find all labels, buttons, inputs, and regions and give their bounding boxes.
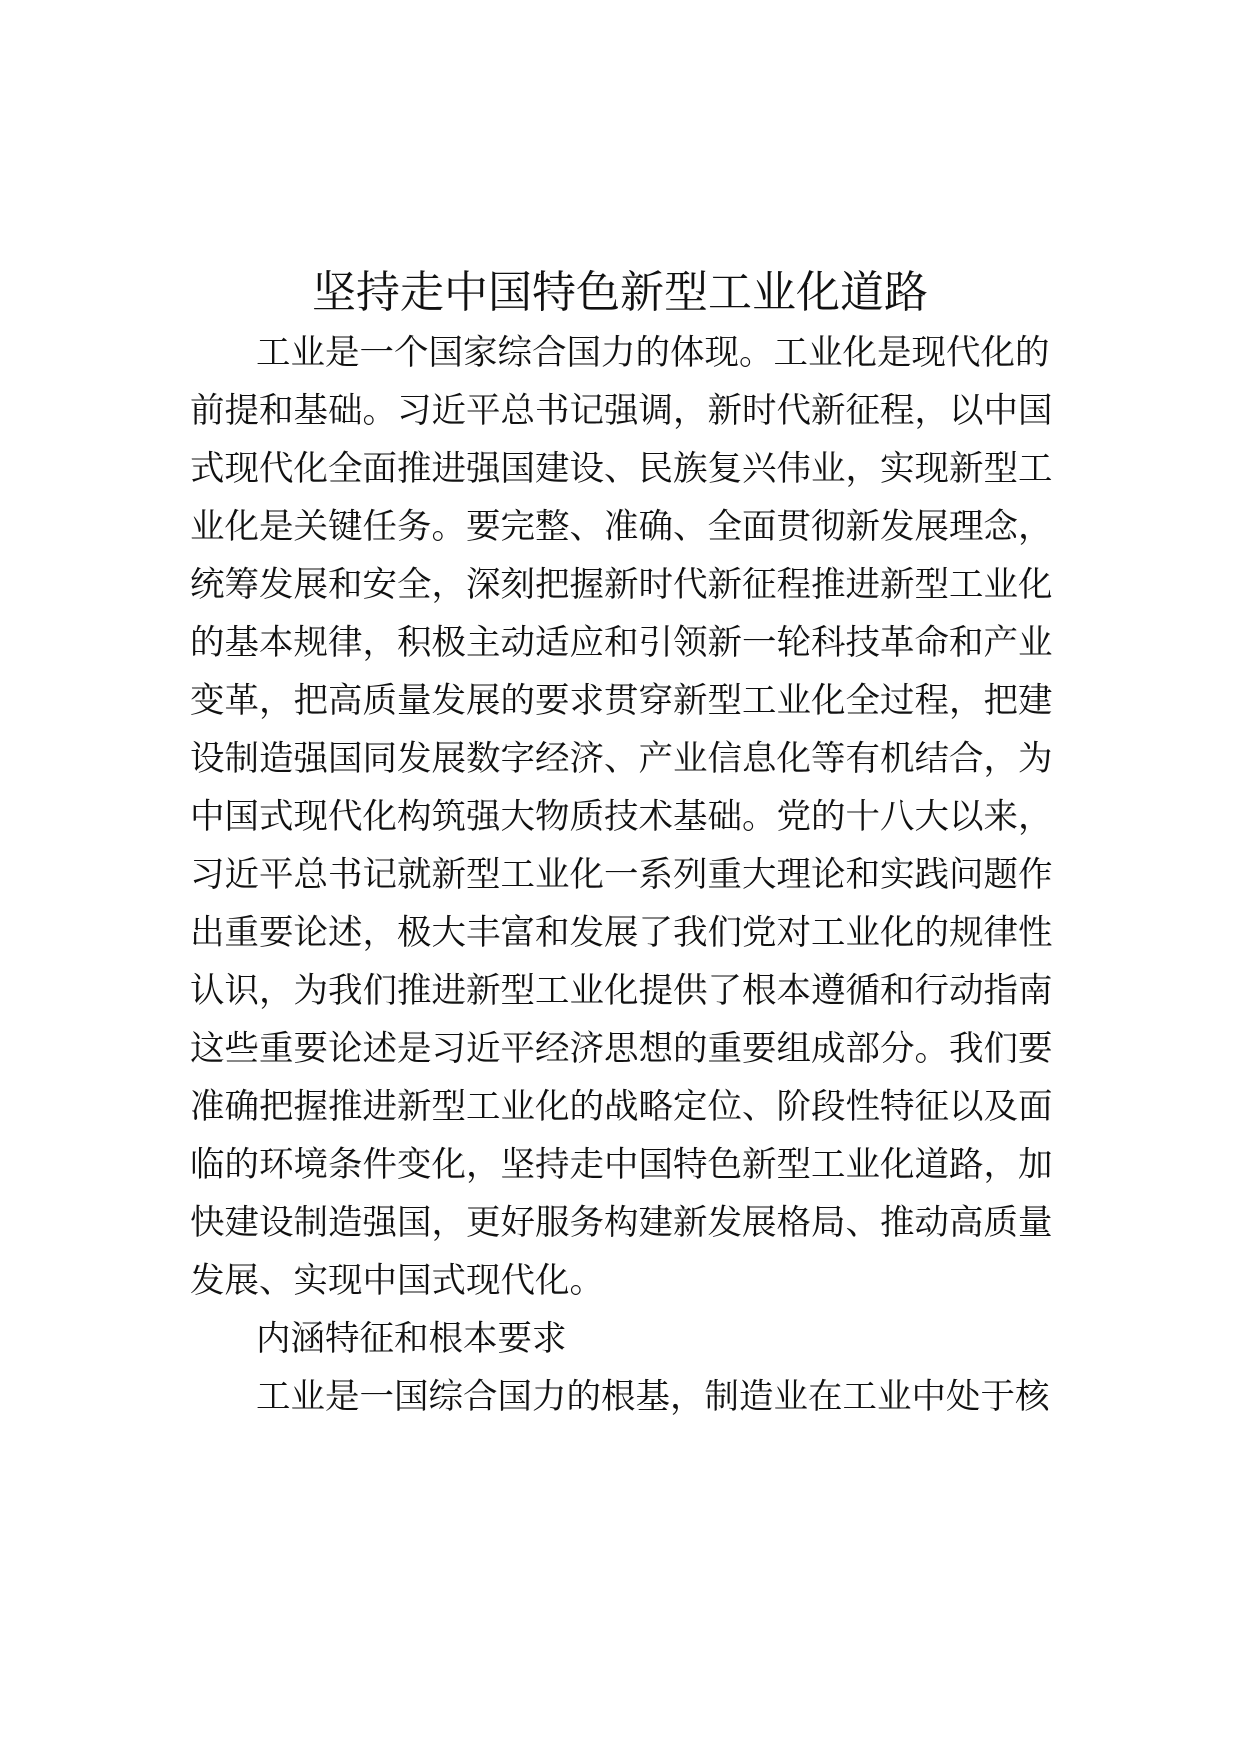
paragraph-line: 这些重要论述是习近平经济思想的重要组成部分。我们要 <box>190 1029 1053 1069</box>
paragraph-line: 工业是一国综合国力的根基，制造业在工业中处于核 <box>256 1377 1050 1417</box>
paragraph-line: 中国式现代化构筑强大物质技术基础。党的十八大以来， <box>190 797 1053 837</box>
section-heading: 内涵特征和根本要求 <box>256 1319 567 1359</box>
paragraph-line: 工业是一个国家综合国力的体现。工业化是现代化的 <box>256 333 1050 373</box>
paragraph-line: 认识，为我们推进新型工业化提供了根本遵循和行动指南 <box>190 971 1053 1011</box>
paragraph-line: 的基本规律，积极主动适应和引领新一轮科技革命和产业 <box>190 623 1053 663</box>
paragraph-line: 变革，把高质量发展的要求贯穿新型工业化全过程，把建 <box>190 681 1053 721</box>
paragraph-line: 式现代化全面推进强国建设、民族复兴伟业，实现新型工 <box>190 449 1053 489</box>
paragraph-line: 快建设制造强国，更好服务构建新发展格局、推动高质量 <box>190 1203 1053 1243</box>
paragraph-line: 设制造强国同发展数字经济、产业信息化等有机结合，为 <box>190 739 1053 779</box>
document-title: 坚持走中国特色新型工业化道路 <box>312 267 928 319</box>
paragraph-line: 出重要论述，极大丰富和发展了我们党对工业化的规律性 <box>190 913 1053 953</box>
paragraph-line: 统筹发展和安全，深刻把握新时代新征程推进新型工业化 <box>190 565 1053 605</box>
paragraph-line: 准确把握推进新型工业化的战略定位、阶段性特征以及面 <box>190 1087 1053 1127</box>
paragraph-line: 业化是关键任务。要完整、准确、全面贯彻新发展理念， <box>190 507 1053 547</box>
paragraph-line: 前提和基础。习近平总书记强调，新时代新征程，以中国 <box>190 391 1053 431</box>
paragraph-line: 发展、实现中国式现代化。 <box>190 1261 604 1301</box>
paragraph-line: 习近平总书记就新型工业化一系列重大理论和实践问题作 <box>190 855 1053 895</box>
paragraph-line: 临的环境条件变化，坚持走中国特色新型工业化道路，加 <box>190 1145 1053 1185</box>
